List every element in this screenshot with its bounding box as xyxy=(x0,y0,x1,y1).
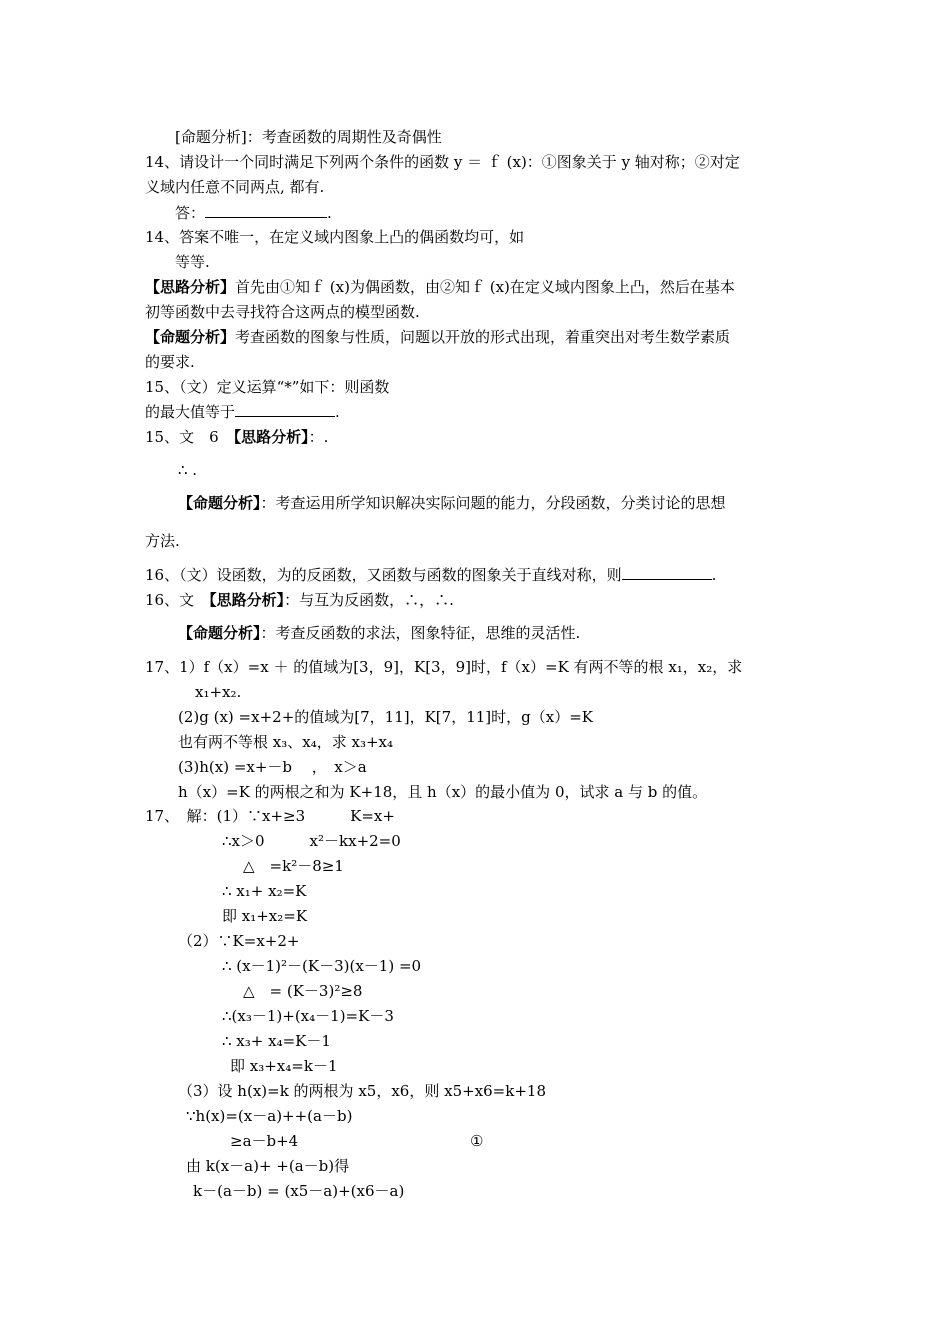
topic-analysis-16 xyxy=(178,623,580,643)
question-17-part3-cont: h（x）=K 的两根之和为 K+18，且 h（x）的最小值为 0，试求 a 与 b 的值。 xyxy=(178,783,708,801)
answer-blank xyxy=(235,401,335,417)
question-15: 15、（文）定义运算“*”如下：则函数 xyxy=(145,378,390,396)
topic-tag: 【命题分析】 xyxy=(178,494,261,512)
question-15-end: . xyxy=(335,403,340,421)
question-16 xyxy=(145,564,716,585)
solution-15 xyxy=(145,427,328,447)
solution-15-therefore: ∴ . xyxy=(178,461,198,479)
question-17-cont: x₁+x₂. xyxy=(195,683,242,701)
solution-17-step: 即 x₁+x₂=K xyxy=(222,907,308,925)
solution-17-part2: （2）∵K=x+2+ xyxy=(178,932,300,950)
solution-17-step: ∴ x₁+ x₂=K xyxy=(222,882,307,900)
solution-17-step: ∴(x₃－1)+(x₄－1)=K－3 xyxy=(222,1007,394,1025)
reasoning-tag: 【思路分析】 xyxy=(209,591,285,609)
question-14-cont: 义域内任意不同两点, 都有. xyxy=(145,178,325,196)
solution-15-label: 15、文 6 xyxy=(145,428,234,446)
solution-16-label: 16、文 xyxy=(145,591,210,609)
reasoning-analysis-14 xyxy=(145,277,735,297)
solution-17-step: k－(a－b) = (x5－a)+(x6－a) xyxy=(193,1182,405,1200)
answer-line xyxy=(175,202,332,223)
reasoning-tag: 【思路分析】 xyxy=(233,428,309,446)
analysis-line: [命题分析]：考查函数的周期性及奇偶性 xyxy=(175,128,442,146)
question-17-part2-cont: 也有两不等根 x₃、x₄，求 x₃+x₄ xyxy=(178,733,393,751)
solution-17: 17、 解：(1）∵x+≥3 K=x+ xyxy=(145,807,395,825)
question-17-part3: (3)h(x) =x+－b ， x＞a xyxy=(178,758,367,776)
answer-blank xyxy=(205,202,327,218)
solution-17-step: ∴ x₃+ x₄=K－1 xyxy=(222,1032,331,1050)
topic-text: ：考查反函数的求法，图象特征，思维的灵活性. xyxy=(260,624,581,642)
question-14: 14、请设计一个同时满足下列两个条件的函数 y ＝ ｆ (x)：①图象关于 y 轴对称；②对定 xyxy=(145,153,740,171)
solution-17-step: ∵h(x)=(x－a)++(a－b) xyxy=(186,1107,353,1125)
topic-text: ：考查运用所学知识解决实际问题的能力，分段函数，分类讨论的思想 xyxy=(260,494,726,512)
solution-15-text: ：. xyxy=(308,428,329,446)
question-17-part2: (2)g (x) =x+2+的值域为[7，11]，K[7，11]时，g（x）=K xyxy=(178,708,593,726)
solution-16-text: ：与互为反函数，∴，∴. xyxy=(284,591,454,609)
reasoning-analysis-14-cont: 初等函数中去寻找符合这两点的模型函数. xyxy=(145,303,420,321)
solution-17-step: △ =k²－8≥1 xyxy=(243,857,344,875)
solution-14: 14、答案不唯一，在定义域内图象上凸的偶函数均可，如 xyxy=(145,228,525,246)
topic-text: 考查函数的图象与性质，问题以开放的形式出现，着重突出对考生数学素质 xyxy=(235,328,731,346)
answer-end: . xyxy=(327,204,332,222)
solution-17-step: ∴x＞0 x²－kx+2=0 xyxy=(222,832,401,850)
reasoning-text: 首先由①知ｆ (x)为偶函数，由②知ｆ (x)在定义域内图象上凸，然后在基本 xyxy=(235,278,735,296)
question-16-text: 16、（文）设函数，为的反函数，又函数与函数的图象关于直线对称，则 xyxy=(145,566,622,584)
circled-number-mark: ① xyxy=(470,1132,484,1150)
topic-analysis-15 xyxy=(178,493,726,513)
question-15-cont xyxy=(145,401,340,422)
topic-analysis-14-cont: 的要求. xyxy=(145,353,195,371)
question-17: 17、1）f（x）=x ＋ 的值域为[3，9]，K[3，9]时，f（x）=K 有两不等的根 x₁，x₂，求 xyxy=(145,658,743,676)
topic-analysis-15-cont: 方法. xyxy=(145,532,180,550)
answer-label: 答： xyxy=(175,204,206,222)
question-16-end: . xyxy=(711,566,717,584)
topic-tag: 【命题分析】 xyxy=(145,328,236,346)
solution-16 xyxy=(145,590,454,610)
solution-17-step: ≥a－b+4 xyxy=(230,1132,299,1150)
solution-14-cont: 等等. xyxy=(175,253,210,271)
solution-17-part3: （3）设 h(x)=k 的两根为 x5，x6，则 x5+x6=k+18 xyxy=(178,1082,546,1100)
solution-17-step: △ = (K－3)²≥8 xyxy=(243,982,363,1000)
topic-analysis-14 xyxy=(145,327,730,347)
question-15-text: 的最大值等于 xyxy=(145,403,236,421)
reasoning-tag: 【思路分析】 xyxy=(145,278,236,296)
topic-tag: 【命题分析】 xyxy=(178,624,261,642)
solution-17-step: ∴ (x－1)²－(K－3)(x－1) =0 xyxy=(222,957,422,975)
solution-17-step: 即 x₃+x₄=k－1 xyxy=(230,1057,338,1075)
solution-17-step: 由 k(x－a)+ +(a－b)得 xyxy=(186,1157,350,1175)
answer-blank xyxy=(622,564,712,580)
